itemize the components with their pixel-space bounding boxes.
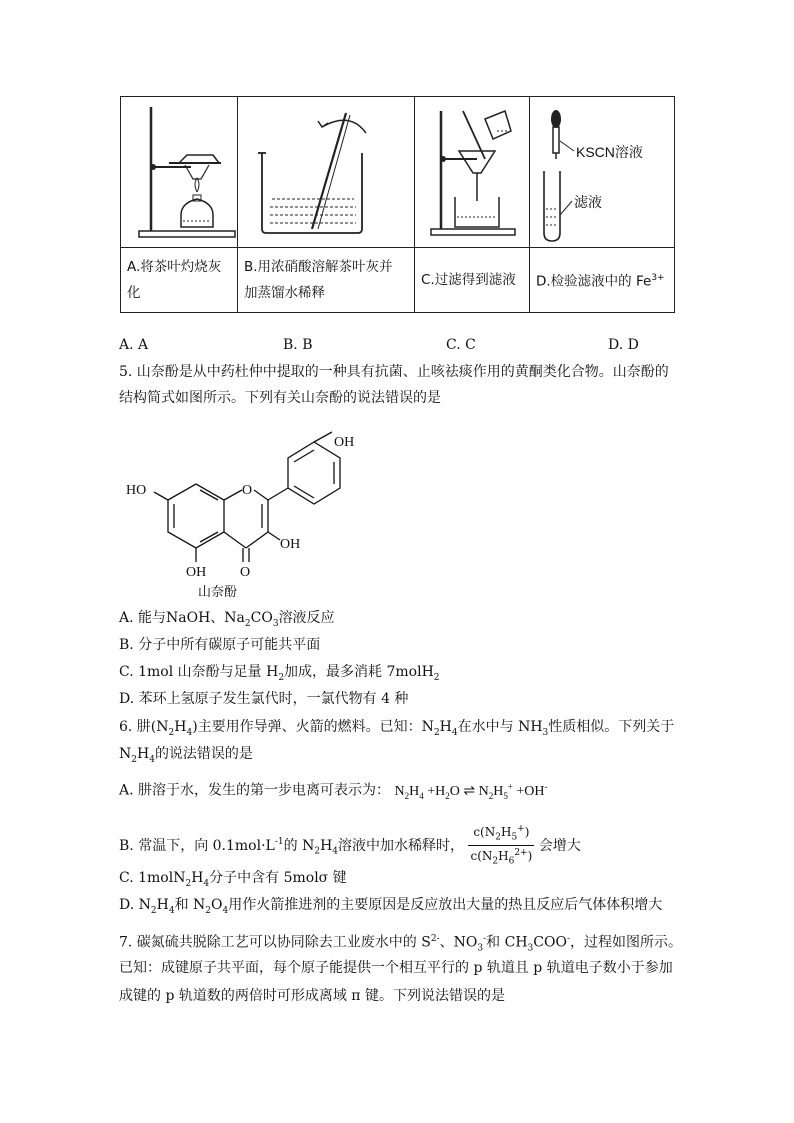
q4-option-c[interactable]: C. C [446,337,476,353]
apparatus-c-cell [415,97,530,248]
concentration-ratio: $\frac{c(N_2H_5^+)}{c(N_2H_6^{2+})}$ [470,824,533,867]
kscn-label: KSCN溶液 [576,144,643,160]
q6-option-d[interactable]: D. $N_2H_4$和 $N_2O_4$用作火箭推进剂的主要原因是反应放出大量的热且反应后气体体积增大 [119,897,663,916]
ketone-oxygen-label: O [240,565,251,580]
q6-stem-line2: $N_2H_4$的说法错误的是 [119,746,253,765]
q6-option-b[interactable]: B. 常温下，向 $0.1mol\cdot L^{-1}$的 $N_2H_4$溶液中加水稀释时， $\frac{c(N_2H_5^+)}{c(N_2H_6^{2+})}$ 会增大 [119,822,581,870]
q4-option-b[interactable]: B. B [283,337,313,353]
oh-label-b-ring: OH [334,435,355,450]
ionization-equation: $N_2H_4 +H_2O$ ⇌ $N_2H_5^+ +OH^-$ [394,781,548,801]
apparatus-a-cell [121,97,238,248]
q4-option-a[interactable]: A. A [119,337,149,353]
ho-label-7: HO [126,483,147,498]
q5-option-c[interactable]: C. 1mol 山奈酚与足量 $H_2$加成，最多消耗 7molH$_2$ [119,664,440,683]
beaker-stirring-icon [238,97,414,247]
q7-stem-line3: 成键的 p 轨道数的两倍时可形成离域 π 键。下列说法错误的是 [119,988,505,1004]
q6-stem-line1: 6. 肼$(N_2H_4)$主要用作导弹、火箭的燃料。已知：$N_2H_4$在水中与 $NH_3$性质相似。下列关于 [119,719,675,738]
caption-b: B.用浓硝酸溶解茶叶灰并 加蒸馏水稀释 [238,248,415,313]
apparatus-d-cell [530,97,675,248]
q5-stem-line2: 结构简式如图所示。下列有关山奈酚的说法错误的是 [119,390,441,406]
test-tube-dropper-icon [530,97,674,247]
caption-a: A.将茶叶灼烧灰 化 [121,248,238,313]
q5-option-d[interactable]: D. 苯环上氢原子发生氯代时，一氯代物有 4 种 [119,691,409,707]
molecule-name-label: 山奈酚 [198,585,238,600]
q5-option-b[interactable]: B. 分子中所有碳原子可能共平面 [119,637,321,653]
q5-option-a[interactable]: A. 能与NaOH、$Na_2CO_3$溶液反应 [119,610,335,629]
filtrate-label: 滤液 [574,195,602,211]
q5-stem-line1: 5. 山奈酚是从中药杜仲中提取的一种具有抗菌、止咳祛痰作用的黄酮类化合物。山奈酚的 [119,364,669,380]
q6-option-c[interactable]: C. $1molN_2H_4$分子中含有 5molσ 键 [119,870,347,889]
apparatus-b-cell [238,97,415,248]
q7-stem-line2: 已知：成键原子共平面，每个原子能提供一个相互平行的 p 轨道且 p 轨道电子数小于参加 [119,960,673,976]
q7-stem-line1: 7. 碳氮硫共脱除工艺可以协同除去工业废水中的 $S^{2-}$、$NO_3^-$和 $CH_3COO^-$，过程如图所示。 [119,934,682,954]
ignition-apparatus-icon [121,97,237,247]
q6-option-a[interactable]: A. 肼溶于水，发生的第一步电离可表示为： $N_2H_4 +H_2O$ ⇌ $N_2H_5^+ +OH^-$ [119,781,548,801]
oh-label-3: OH [280,537,301,552]
filtration-apparatus-icon [415,97,529,247]
kaempferol-structure-icon [118,428,378,600]
q4-option-d[interactable]: D. D [608,337,639,353]
caption-c: C.过滤得到滤液 [415,248,530,313]
oh-label-5: OH [186,565,207,580]
experiment-table [120,96,675,313]
caption-d: D.检验滤液中的 $Fe^{3+}$ [530,248,675,313]
ring-oxygen-label: O [242,483,253,498]
